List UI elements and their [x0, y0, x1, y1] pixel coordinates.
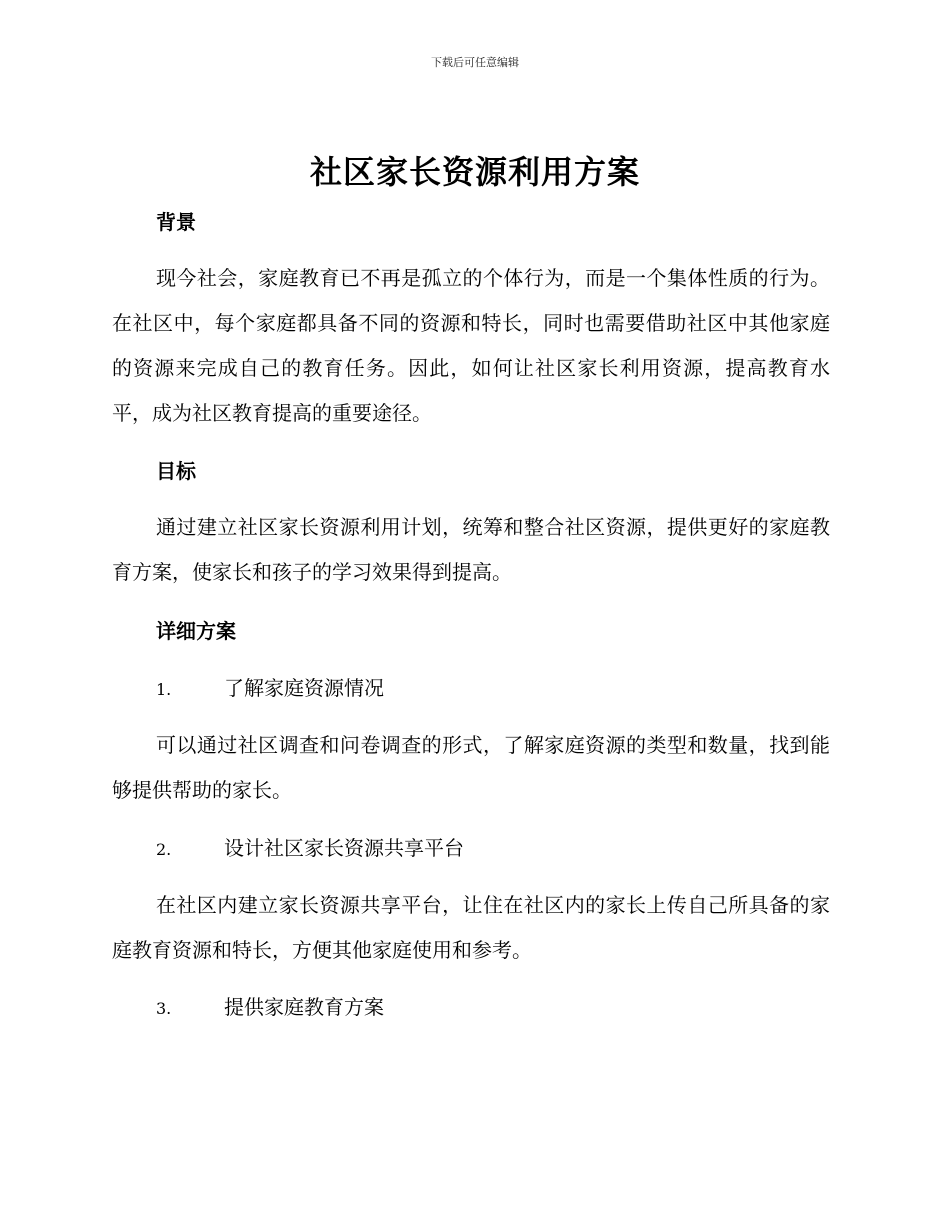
section-heading-background: 背景 [156, 210, 196, 234]
section-heading-goal: 目标 [156, 459, 196, 483]
paragraph-plan-item-2: 在社区内建立家长资源共享平台，让住在社区内的家长上传自己所具备的家庭教育资源和特长，方便其他家庭使用和参考。 [112, 893, 830, 962]
list-item-title: 提供家庭教育方案 [224, 995, 384, 1019]
paragraph-goal: 通过建立社区家长资源利用计划，统筹和整合社区资源，提供更好的家庭教育方案，使家长和孩子的学习效果得到提高。 [112, 515, 830, 584]
list-item-title: 了解家庭资源情况 [224, 676, 384, 700]
plan-item-2 [156, 833, 464, 865]
document-title: 社区家长资源利用方案 [309, 153, 640, 191]
header-note: 下载后可任意编辑 [431, 56, 519, 69]
list-number: 3. [156, 999, 172, 1018]
paragraph-background: 现今社会，家庭教育已不再是孤立的个体行为，而是一个集体性质的行为。在社区中，每个家庭都具备不同的资源和特长，同时也需要借助社区中其他家庭的资源来完成自己的教育任务。因此，如何让社区家长利用资源，提高教育水平，成为社区教育提高的重要途径。 [112, 266, 830, 425]
section-heading-plan: 详细方案 [156, 619, 236, 643]
list-number: 1. [156, 680, 172, 699]
plan-item-3 [156, 992, 384, 1024]
list-item-title: 设计社区家长资源共享平台 [224, 836, 464, 860]
list-number: 2. [156, 840, 172, 859]
plan-item-1 [156, 673, 384, 705]
paragraph-plan-item-1: 可以通过社区调查和问卷调查的形式，了解家庭资源的类型和数量，找到能够提供帮助的家长。 [112, 733, 830, 802]
